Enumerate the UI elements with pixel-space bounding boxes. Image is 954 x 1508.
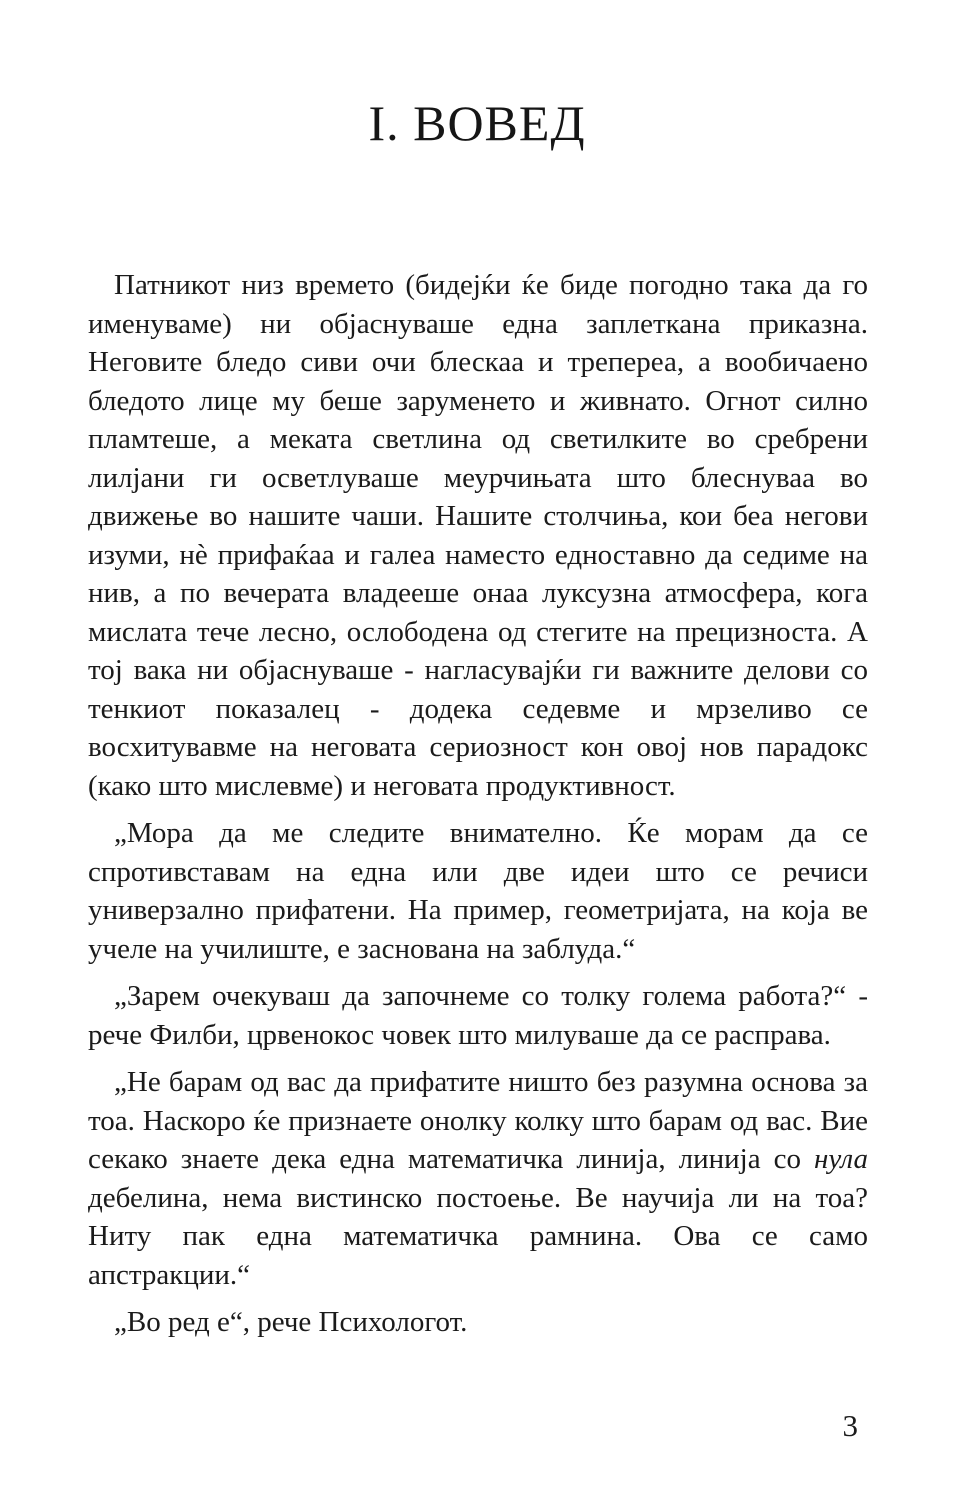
italic-text-segment: нула [814,1143,868,1175]
text-segment: „Мора да ме следите внимателно. Ќе морам да се спротивставам на една или две идеи што се речиси универзално прифатени. На пример, геометријата, на која ве учеле на училиште, е заснована на заблуда.“ [88,817,868,965]
text-segment: Патникот низ времето (бидејќи ќе биде погодно така да го именуваме) ни објаснуваше една заплеткана приказна. Неговите бледо сиви очи блескаа и трепереа, а вообичаено бледото лице му беше заруменето и живнато. Огнот силно пламтеше, а меката светлина од светилките во сребрени лилјани ги осветлуваше меурчињата што блеснуваа во движење во нашите чаши. Нашите столчиња, кои беа негови изуми, нѐ прифаќаа и галеа наместо едноставно да седиме на нив, а по вечерата владееше онаа луксузна атмосфера, кога мислата тече лесно, ослободена од стегите на прецизноста. А тој вака ни објаснуваше - нагласувајќи ги важните делови со тенкиот показалец - додека седевме и мрзеливо се восхитувавме на неговата сериозност кон овој нов парадокс (како што мислевме) и неговата продуктивност. [88,269,868,802]
body-text [88,266,868,1351]
page-number: 3 [842,1408,858,1443]
paragraph [88,814,868,968]
paragraph [88,1303,868,1342]
chapter-title: I. ВОВЕД [368,95,586,151]
paragraph [88,977,868,1054]
text-segment: дебелина, нема вистинско постоење. Ве научија ли на тоа? Ниту пак една математичка рамнина. Ова се само апстракции.“ [88,1181,868,1291]
paragraph [88,1063,868,1294]
text-segment: „Не барам од вас да прифатите ништо без разумна основа за тоа. Наскоро ќе признаете онолку колку што барам од вас. Вие секако знаете дека една математичка линија, линија со [88,1066,868,1175]
text-segment: „Во ред е“, рече Психологот. [114,1306,468,1338]
paragraph [88,266,868,805]
text-segment: „Зарем очекуваш да започнеме со толку голема работа?“ - рече Филби, црвенокос човек што милуваше да се расправа. [88,980,868,1051]
